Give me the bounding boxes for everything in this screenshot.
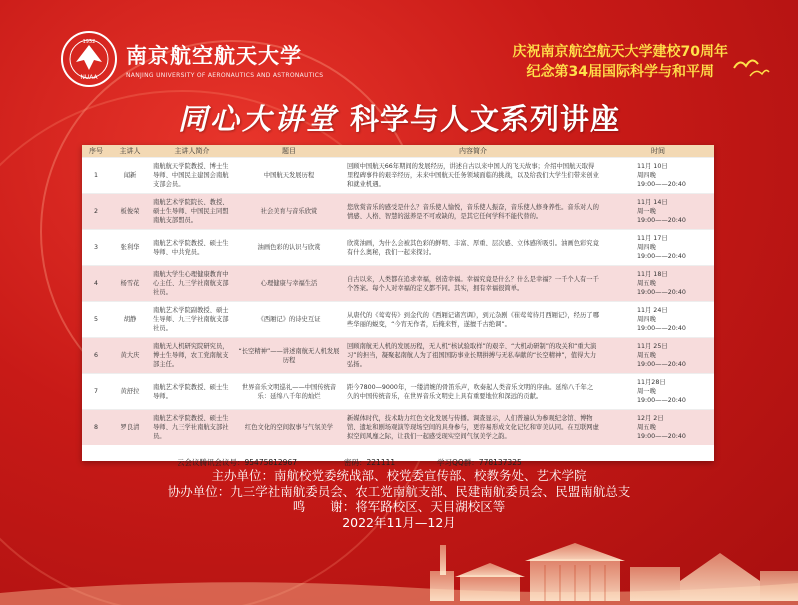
- time-range: 19:00——20:40: [637, 181, 686, 188]
- cell-speaker: 杨雪花: [110, 266, 150, 302]
- cell-no: 3: [82, 230, 110, 266]
- cell-summary: 新媒体时代，技术助力红色文化发展与传播。调查显示，人们普遍认为参观纪念馆、博物馆、遗址和剧场观演等现场空间的具身参与，更容易形成文化记忆和审美认同。在互联网虚拟空间风靡之际，让我们一起感受现实空间气氛美学之韵。: [344, 410, 602, 446]
- cell-topic: 心理健康与幸福生活: [234, 266, 344, 302]
- cell-topic: 油画色彩的认识与欣赏: [234, 230, 344, 266]
- weekday: 周五晚: [637, 352, 656, 359]
- table-row: [82, 266, 714, 302]
- university-seal-icon: [60, 30, 118, 88]
- cell-no: 6: [82, 338, 110, 374]
- date: 11月 25日: [637, 343, 668, 350]
- cell-speaker: 黄舒拉: [110, 374, 150, 410]
- date: 11月 18日: [637, 271, 668, 278]
- cell-time: [602, 410, 714, 446]
- meeting-password: 密码：221111: [344, 458, 396, 467]
- cell-bio: 南航艺术学院副教授、硕士生导师、九三学社南航支部社员。: [150, 302, 234, 338]
- meeting-id: 云会议腾讯会议号：95475812967: [177, 458, 297, 467]
- date: 11月 10日: [637, 163, 668, 170]
- university-logo: [60, 30, 323, 88]
- table-row: [82, 374, 714, 410]
- header-speaker: 主讲人: [110, 145, 150, 158]
- cell-bio: 南航大学生心理健康教育中心主任、九三学社南航支部社员。: [150, 266, 234, 302]
- cell-speaker: 黄大庆: [110, 338, 150, 374]
- cell-no: 4: [82, 266, 110, 302]
- table-row: [82, 302, 714, 338]
- cell-time: [602, 374, 714, 410]
- cell-summary: 回顾南航无人机的发展历程，无人机“核试验取样”的艰辛、“大机动研制”的攻关和“重大演习”的担当，凝聚起南航人为了祖国国防事业长期拼搏与无私奉献的“长空精神”，值得大力弘扬。: [344, 338, 602, 374]
- table-row: [82, 158, 714, 194]
- time-range: 19:00——20:40: [637, 433, 686, 440]
- weekday: 周五晚: [637, 280, 656, 287]
- cell-speaker: 张利华: [110, 230, 150, 266]
- cell-bio: 南航航天学院教授、博士生导师、中国民主建国会南航支部会员。: [150, 158, 234, 194]
- cell-bio: 南航艺术学院教授、硕士生导师、中共党员。: [150, 230, 234, 266]
- cell-topic: 中国航天发展历程: [234, 158, 344, 194]
- weekday: 周四晚: [637, 316, 656, 323]
- university-name-cn: 南京航空航天大学: [126, 42, 302, 68]
- date: 11月 14日: [637, 199, 668, 206]
- table-row: [82, 410, 714, 446]
- cell-no: 1: [82, 158, 110, 194]
- weekday: 周一晚: [637, 388, 656, 395]
- time-range: 19:00——20:40: [637, 289, 686, 296]
- date: 11月 24日: [637, 307, 668, 314]
- cell-summary: 您欣赏音乐的感受是什么？音乐使人愉悦，音乐使人振奋，音乐使人修身养性。音乐对人的情感、人格、智慧的滋养是不可或缺的，是其它任何学科不能代替的。: [344, 194, 602, 230]
- weekday: 周五晚: [637, 424, 656, 431]
- svg-text:1952: 1952: [82, 39, 96, 45]
- table-header-row: [82, 145, 714, 158]
- time-range: 19:00——20:40: [637, 217, 686, 224]
- lecture-schedule-panel: [82, 145, 714, 467]
- cell-no: 8: [82, 410, 110, 446]
- organizer: 主办单位：南航校党委统战部、校党委宣传部、校教务处、艺术学院: [211, 468, 587, 483]
- university-name-en: NANJING UNIVERSITY OF AERONAUTICS AND ASTRONAUTICS: [126, 71, 324, 79]
- date: 12月 2日: [637, 415, 664, 422]
- doves-icon: [730, 50, 770, 80]
- campus-skyline-illustration: [0, 525, 798, 605]
- anniversary-banner: [513, 42, 728, 82]
- anniversary-line-2: 纪念第34届国际科学与和平周: [526, 64, 714, 80]
- cell-no: 2: [82, 194, 110, 230]
- date: 11月28日: [637, 379, 666, 386]
- title-part-1: 同心大讲堂: [177, 102, 338, 136]
- cell-bio: 南航艺术学院教授、硕士生导师、九三学社南航支部社员。: [150, 410, 234, 446]
- qq-group: 学习QQ群：778137325: [437, 458, 522, 467]
- cell-summary: 欣赏油画，为什么会被其色彩的鲜明、丰富、厚重、层次感、立体感所吸引。油画色彩究竟有什么奥秘，我们一起来探讨。: [344, 230, 602, 266]
- cell-speaker: 罗良清: [110, 410, 150, 446]
- cell-no: 5: [82, 302, 110, 338]
- anniversary-line-1: 庆祝南京航空航天大学建校70周年: [512, 44, 728, 60]
- cell-topic: 红色文化的空间叙事与气氛美学: [234, 410, 344, 446]
- cell-speaker: 板俊荣: [110, 194, 150, 230]
- acknowledgement: 鸣 谢：将军路校区、天目湖校区等: [292, 499, 506, 514]
- event-period: 2022年11月—12月: [342, 514, 456, 530]
- organizer-credits: [0, 468, 798, 530]
- cell-no: 7: [82, 374, 110, 410]
- cell-time: [602, 338, 714, 374]
- co-organizer: 协办单位：九三学社南航委员会、农工党南航支部、民建南航委员会、民盟南航总支: [167, 483, 631, 499]
- cell-time: [602, 158, 714, 194]
- time-range: 19:00——20:40: [637, 325, 686, 332]
- time-range: 19:00——20:40: [637, 253, 686, 260]
- weekday: 周一晚: [637, 208, 656, 215]
- cell-bio: 南航无人机研究院研究员，博士生导师，农工党南航支部主任。: [150, 338, 234, 374]
- weekday: 周四晚: [637, 172, 656, 179]
- cell-bio: 南航艺术学院院长、教授、硕士生导师、中国民主同盟南航支部盟员。: [150, 194, 234, 230]
- cell-time: [602, 230, 714, 266]
- university-name: [126, 40, 323, 79]
- header-time: 时间: [602, 145, 714, 158]
- cell-summary: 距今7800—9000年，一缕清婉的骨笛乐声，吹奏起人类音乐文明的序曲。延绵八千年之久的中国传统音乐，在世界音乐文明史上具有重要地位和深远的贡献。: [344, 374, 602, 410]
- svg-text:NUAA: NUAA: [80, 74, 98, 81]
- table-row: [82, 230, 714, 266]
- cell-bio: 南航艺术学院教授、硕士生导师。: [150, 374, 234, 410]
- cell-time: [602, 266, 714, 302]
- cell-speaker: 胡静: [110, 302, 150, 338]
- header-bio: 主讲人简介: [150, 145, 234, 158]
- cell-topic: 社会美育与音乐欣赏: [234, 194, 344, 230]
- header-summary: 内容简介: [344, 145, 602, 158]
- cell-time: [602, 302, 714, 338]
- cell-topic: “长空精神”——讲述南航无人机发展历程: [234, 338, 344, 374]
- weekday: 周四晚: [637, 244, 656, 251]
- cell-summary: 自古以来，人类都在追求幸福，创造幸福。幸福究竟是什么？什么是幸福？一千个人有一千个答案。每个人对幸福的定义都不同。其实，拥有幸福很简单。: [344, 266, 602, 302]
- title-part-2: 科学与人文系列讲座: [350, 102, 621, 136]
- cell-speaker: 闻新: [110, 158, 150, 194]
- time-range: 19:00——20:40: [637, 397, 686, 404]
- header-topic: 题目: [234, 145, 344, 158]
- page-title: [0, 97, 798, 138]
- cell-topic: 《西厢记》的诗史互证: [234, 302, 344, 338]
- cell-topic: 世界音乐文明巡礼——中国传统音乐：延绵八千年的灿烂: [234, 374, 344, 410]
- cell-time: [602, 194, 714, 230]
- lecture-schedule-table: [82, 145, 714, 445]
- table-row: [82, 338, 714, 374]
- date: 11月 17日: [637, 235, 668, 242]
- cell-summary: 从唐代的《莺莺传》到金代的《西厢记诸宫调》，到元杂剧《崔莺莺待月西厢记》，经历了哪些华丽的蜕变，“今宵无作者，后掩来哲，遂擅千古绝调”。: [344, 302, 602, 338]
- cell-summary: 回顾中国航天66年期间的发展经历，讲述自古以来中国人的飞天故事；介绍中国航天取得里程碑事件的艰辛经历，未来中国航天任务领域面临的挑战，以及给我们大学生们带来创业和就业机遇。: [344, 158, 602, 194]
- time-range: 19:00——20:40: [637, 361, 686, 368]
- table-row: [82, 194, 714, 230]
- header-no: 序号: [82, 145, 110, 158]
